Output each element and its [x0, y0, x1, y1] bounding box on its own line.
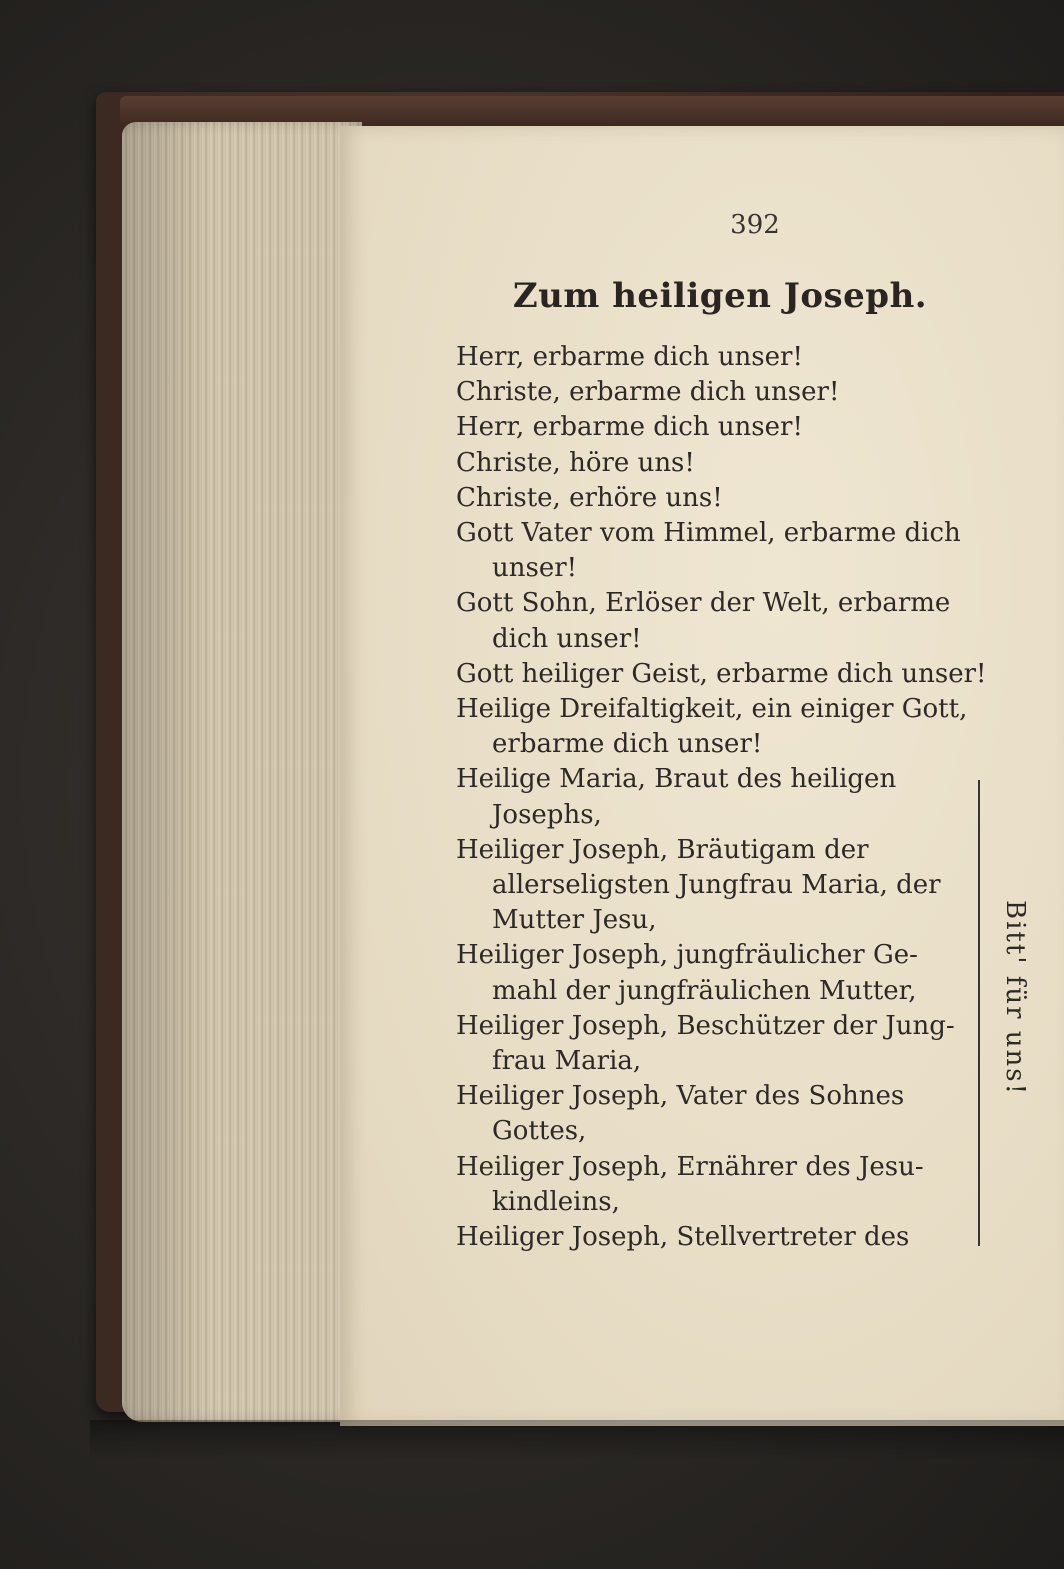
litany-line: mahl der jungfräulichen Mutter,: [492, 975, 917, 1006]
litany-line: erbarme dich unser!: [492, 729, 763, 760]
litany-line: dich unser!: [492, 623, 642, 654]
response-text: Bitt' für uns!: [1000, 900, 1030, 1097]
litany-line: Josephs,: [492, 799, 602, 830]
litany-line: Christe, erbarme dich unser!: [456, 377, 840, 408]
litany-line: Mutter Jesu,: [492, 905, 657, 936]
litany-line: Herr, erbarme dich unser!: [456, 412, 803, 443]
litany-line: Gott Vater vom Himmel, erbarme dich: [456, 518, 961, 549]
response-bracket: [978, 780, 980, 1246]
litany-line: Christe, höre uns!: [456, 447, 695, 478]
litany-line: Heiliger Joseph, jungfräulicher Ge-: [456, 940, 918, 971]
page-edges-shadow: [122, 122, 212, 1422]
litany-line: Heilige Dreifaltigkeit, ein einiger Gott,: [456, 694, 968, 725]
litany-line: kindleins,: [492, 1186, 620, 1217]
litany-line: unser!: [492, 553, 578, 584]
page-number: 392: [730, 210, 780, 240]
book-shadow: [90, 1420, 1064, 1460]
litany-line: Gott Sohn, Erlöser der Welt, erbarme: [456, 588, 951, 619]
litany-line: Gottes,: [492, 1116, 587, 1147]
litany-line: Heiliger Joseph, Stellvertreter des: [456, 1222, 910, 1253]
litany-line: Heilige Maria, Braut des heiligen: [456, 764, 897, 795]
litany-line: frau Maria,: [492, 1046, 642, 1077]
litany-line: Herr, erbarme dich unser!: [456, 342, 803, 372]
litany-line: Heiliger Joseph, Ernährer des Jesu-: [456, 1151, 924, 1182]
litany-line: Gott heiliger Geist, erbarme dich unser!: [456, 658, 987, 689]
litany-line: Christe, erhöre uns!: [456, 482, 723, 513]
litany-line: allerseligsten Jungfrau Maria, der: [492, 870, 941, 901]
litany-line: Heiliger Joseph, Beschützer der Jung-: [456, 1010, 955, 1041]
litany-line: Heiliger Joseph, Vater des Sohnes: [456, 1081, 905, 1112]
page-heading: Zum heiligen Joseph.: [512, 276, 928, 316]
litany-line: Heiliger Joseph, Bräutigam der: [456, 834, 869, 865]
litany-text: [456, 340, 1036, 1255]
